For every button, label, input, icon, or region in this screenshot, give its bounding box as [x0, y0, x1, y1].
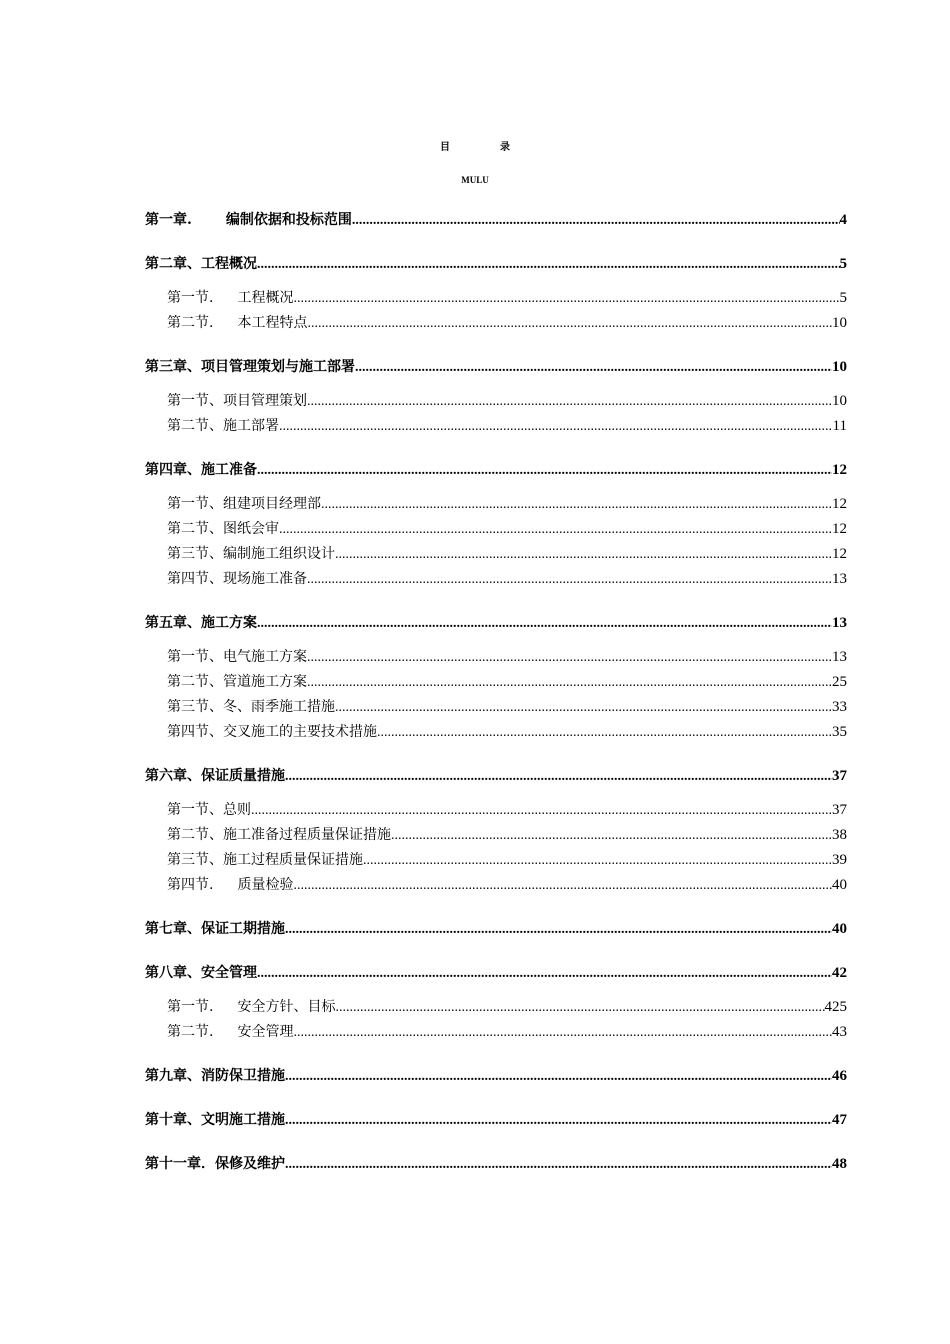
- toc-entry-number: 第十章、文明施工措施: [145, 1112, 285, 1128]
- toc-page-number: 10: [832, 315, 847, 331]
- toc-title-char-2: 录: [500, 142, 510, 153]
- toc-chapter-entry[interactable]: [145, 1064, 847, 1089]
- toc-page-number: 425: [824, 999, 847, 1015]
- toc-entry-label: [167, 414, 279, 439]
- toc-entry-label: [167, 798, 251, 823]
- toc-dot-leader: [355, 355, 832, 380]
- toc-dot-leader: [293, 286, 839, 311]
- toc-entry-label: [145, 252, 257, 277]
- toc-page-number: 33: [832, 699, 847, 715]
- toc-entry-label: [167, 567, 307, 592]
- toc-section-entry[interactable]: [145, 848, 847, 873]
- toc-entry-label: [167, 695, 335, 720]
- toc-page-number: 12: [832, 546, 847, 562]
- toc-entry-number: 第二节.: [167, 315, 214, 331]
- toc-entry-number: 第六章、保证质量措施: [145, 768, 285, 784]
- toc-dot-leader: [335, 542, 832, 567]
- toc-entry-number: 第二节.: [167, 1024, 214, 1040]
- toc-section-entry[interactable]: [145, 414, 847, 439]
- toc-section-entry[interactable]: [145, 670, 847, 695]
- toc-entry-number: 第一节.: [167, 999, 214, 1015]
- toc-title-char-1: 目: [440, 142, 450, 153]
- toc-entry-number: 第四节.: [167, 877, 214, 893]
- toc-entry-number: 第二节、施工部署: [167, 418, 279, 434]
- toc-dot-leader: [293, 873, 832, 898]
- toc-chapter-entry[interactable]: [145, 917, 847, 942]
- toc-chapter-entry[interactable]: [145, 1108, 847, 1133]
- toc-page-number: 12: [832, 521, 847, 537]
- toc-entry-title: 安全管理: [237, 1024, 294, 1040]
- toc-section-entry[interactable]: [145, 645, 847, 670]
- toc-entry-title: 安全方针、目标: [237, 999, 336, 1015]
- toc-page-number: 5: [839, 290, 847, 306]
- toc-entry-label: [145, 961, 257, 986]
- toc-dot-leader: [285, 764, 832, 789]
- toc-dot-leader: [307, 567, 832, 592]
- toc-page-number: 5: [839, 256, 847, 272]
- toc-entry-label: [167, 1020, 293, 1045]
- toc-page-number: 37: [832, 768, 847, 784]
- toc-section-entry[interactable]: [145, 542, 847, 567]
- toc-entry-label: [167, 995, 335, 1020]
- toc-section-entry[interactable]: [145, 311, 847, 336]
- toc-dot-leader: [257, 458, 832, 483]
- toc-entry-label: [145, 611, 257, 636]
- toc-dot-leader: [279, 517, 832, 542]
- toc-dot-leader: [377, 720, 832, 745]
- toc-section-entry[interactable]: [145, 995, 847, 1020]
- toc-entry-title: 工程概况: [237, 290, 294, 306]
- toc-entry-number: 第八章、安全管理: [145, 965, 257, 981]
- toc-entry-label: [167, 286, 293, 311]
- toc-dot-leader: [391, 823, 832, 848]
- toc-dot-leader: [352, 208, 840, 233]
- toc-entry-number: 第一节.: [167, 290, 214, 306]
- toc-section-entry[interactable]: [145, 798, 847, 823]
- toc-page-number: 11: [832, 418, 847, 434]
- toc-entry-number: 第一节、电气施工方案: [167, 649, 307, 665]
- toc-page-number: 40: [832, 921, 847, 937]
- toc-page-number: 40: [832, 877, 847, 893]
- toc-entry-number: 第四章、施工准备: [145, 462, 257, 478]
- toc-entry-number: 第三节、编制施工组织设计: [167, 546, 335, 562]
- toc-dot-leader: [363, 848, 832, 873]
- toc-entry-number: 第二节、管道施工方案: [167, 674, 307, 690]
- toc-section-entry[interactable]: [145, 286, 847, 311]
- toc-entry-label: [167, 645, 307, 670]
- toc-entry-number: 第七章、保证工期措施: [145, 921, 285, 937]
- toc-entry-number: 第二节、施工准备过程质量保证措施: [167, 827, 391, 843]
- toc-entry-label: [145, 764, 285, 789]
- toc-page-number: 42: [832, 965, 847, 981]
- toc-entry-label: [145, 208, 352, 233]
- toc-entry-label: [167, 542, 335, 567]
- toc-page-number: 47: [832, 1112, 847, 1128]
- toc-dot-leader: [257, 961, 832, 986]
- toc-chapter-entry[interactable]: [145, 764, 847, 789]
- toc-chapter-entry[interactable]: [145, 961, 847, 986]
- toc-dot-leader: [285, 917, 832, 942]
- toc-chapter-entry[interactable]: [145, 1152, 847, 1177]
- toc-page-number: 37: [832, 802, 847, 818]
- toc-entry-label: [167, 823, 391, 848]
- toc-entry-title: 编制依据和投标范围: [225, 212, 352, 228]
- toc-entry-label: [167, 873, 293, 898]
- toc-dot-leader: [257, 611, 832, 636]
- toc-entry-label: [145, 1108, 285, 1133]
- toc-entry-number: 第二节、图纸会审: [167, 521, 279, 537]
- toc-entry-number: 第四节、交叉施工的主要技术措施: [167, 724, 377, 740]
- toc-entry-label: [145, 355, 355, 380]
- toc-page-number: 38: [832, 827, 847, 843]
- toc-dot-leader: [285, 1064, 832, 1089]
- toc-entry-number: 第二章、工程概况: [145, 256, 257, 272]
- toc-entry-label: [167, 848, 363, 873]
- toc-chapter-entry[interactable]: [145, 611, 847, 636]
- toc-page-number: 43: [832, 1024, 847, 1040]
- toc-section-entry[interactable]: [145, 873, 847, 898]
- toc-page-number: 10: [832, 393, 847, 409]
- toc-entry-number: 第四节、现场施工准备: [167, 571, 307, 587]
- toc-entry-number: 第一节、总则: [167, 802, 251, 818]
- toc-entry-label: [167, 492, 321, 517]
- toc-dot-leader: [293, 1020, 832, 1045]
- toc-entry-title: 质量检验: [237, 877, 294, 893]
- toc-dot-leader: [285, 1152, 832, 1177]
- table-of-contents: [145, 208, 847, 1177]
- toc-chapter-entry[interactable]: [145, 355, 847, 380]
- toc-entry-number: 第一节、项目管理策划: [167, 393, 307, 409]
- toc-entry-label: [167, 311, 307, 336]
- toc-section-entry[interactable]: [145, 389, 847, 414]
- toc-chapter-entry[interactable]: [145, 252, 847, 277]
- toc-dot-leader: [335, 695, 832, 720]
- toc-page-number: 13: [832, 649, 847, 665]
- toc-entry-number: 第三节、施工过程质量保证措施: [167, 852, 363, 868]
- toc-page-number: 39: [832, 852, 847, 868]
- toc-dot-leader: [279, 414, 833, 439]
- toc-entry-label: [145, 1152, 285, 1177]
- toc-page-number: 13: [832, 571, 847, 587]
- toc-subtitle: MULU: [461, 175, 489, 185]
- toc-dot-leader: [307, 389, 832, 414]
- toc-entry-number: 第三章、项目管理策划与施工部署: [145, 359, 355, 375]
- toc-page-number: 12: [832, 462, 847, 478]
- toc-entry-title: 本工程特点: [237, 315, 308, 331]
- toc-page-number: 46: [832, 1068, 847, 1084]
- toc-page-number: 13: [832, 615, 847, 631]
- toc-dot-leader: [251, 798, 832, 823]
- toc-page-number: 48: [832, 1156, 847, 1172]
- toc-chapter-entry[interactable]: [145, 458, 847, 483]
- toc-title: [0, 138, 950, 153]
- toc-page-number: 35: [832, 724, 847, 740]
- toc-dot-leader: [335, 995, 824, 1020]
- toc-page-number: 25: [832, 674, 847, 690]
- toc-section-entry[interactable]: [145, 823, 847, 848]
- toc-dot-leader: [307, 670, 832, 695]
- toc-entry-number: 第九章、消防保卫措施: [145, 1068, 285, 1084]
- toc-dot-leader: [257, 252, 840, 277]
- toc-section-entry[interactable]: [145, 567, 847, 592]
- toc-section-entry[interactable]: [145, 720, 847, 745]
- toc-entry-label: [145, 458, 257, 483]
- toc-entry-label: [167, 517, 279, 542]
- toc-dot-leader: [285, 1108, 832, 1133]
- toc-entry-number: 第三节、冬、雨季施工措施: [167, 699, 335, 715]
- toc-dot-leader: [321, 492, 832, 517]
- toc-entry-number: 第五章、施工方案: [145, 615, 257, 631]
- toc-page-number: 12: [832, 496, 847, 512]
- toc-section-entry[interactable]: [145, 492, 847, 517]
- toc-entry-label: [167, 389, 307, 414]
- toc-entry-number: 第十一章．保修及维护: [145, 1156, 285, 1172]
- toc-page-number: 10: [832, 359, 847, 375]
- toc-entry-label: [167, 670, 307, 695]
- toc-section-entry[interactable]: [145, 1020, 847, 1045]
- toc-dot-leader: [307, 645, 832, 670]
- toc-dot-leader: [307, 311, 832, 336]
- toc-chapter-entry[interactable]: [145, 208, 847, 233]
- toc-entry-label: [167, 720, 377, 745]
- toc-page-number: 4: [839, 212, 847, 228]
- toc-entry-number: 第一节、组建项目经理部: [167, 496, 321, 512]
- toc-entry-label: [145, 917, 285, 942]
- toc-section-entry[interactable]: [145, 517, 847, 542]
- toc-entry-label: [145, 1064, 285, 1089]
- toc-entry-number: 第一章.: [145, 212, 192, 228]
- toc-section-entry[interactable]: [145, 695, 847, 720]
